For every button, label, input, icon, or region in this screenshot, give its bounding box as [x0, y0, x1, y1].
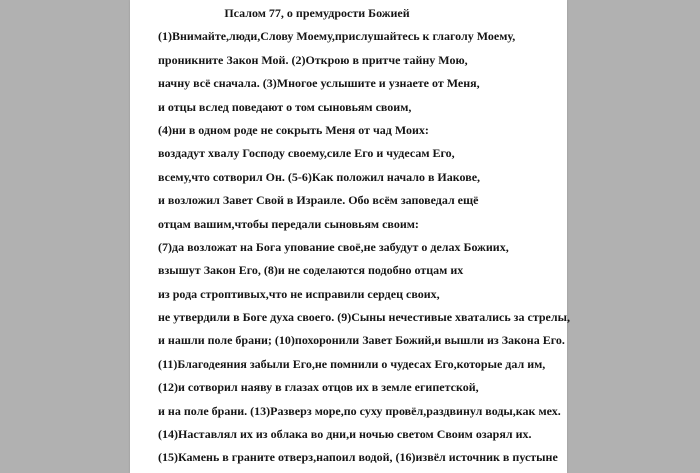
text-line: воздадут хвалу Господу своему,силе Его и чудесам Его,	[158, 146, 455, 161]
text-line: из рода строптивых,что не исправили сердец своих,	[158, 286, 440, 301]
text-line: (15)Камень в граните отверз,напоил водой, (16)извёл источник в пустыне	[158, 450, 558, 465]
text-line: не утвердили в Боге духа своего. (9)Сыны нечестивые хватались за стрелы,	[158, 310, 570, 325]
text-line: всему,что сотворил Он. (5-6)Как положил начало в Иакове,	[158, 169, 481, 184]
text-line: (11)Благодеяния забыли Его,не помнили о чудесах Его,которые дал им,	[158, 356, 546, 371]
text-line: взышут Закон Его, (8)и не соделаются подобно отцам их	[158, 263, 464, 278]
text-line: и возложил Завет Свой в Израиле. Обо всём заповедал ещё	[158, 193, 479, 208]
text-line: и нашли поле брани; (10)похоронили Завет Божий,и вышли из Закона Его.	[158, 333, 565, 348]
text-line: и на поле брани. (13)Разверз море,по суху провёл,раздвинул воды,как мех.	[158, 403, 561, 418]
text-line: (12)и сотворил наяву в глазах отцов их в земле египетской,	[158, 380, 479, 395]
text-line: (7)да возложат на Бога упование своё,не забудут о делах Божиих,	[158, 239, 509, 254]
text-line: проникните Закон Мой. (2)Открою в притче тайну Мою,	[158, 52, 468, 67]
text-line: (4)ни в одном роде не сокрыть Меня от чад Моих:	[158, 122, 429, 137]
document-page	[130, 0, 570, 473]
text-line: и отцы вслед поведают о том сыновьям своим,	[158, 99, 412, 114]
text-line: отцам вашим,чтобы передали сыновьям своим:	[158, 216, 419, 231]
text-line: (14)Наставлял их из облака во дни,и ночью светом Своим озарял их.	[158, 427, 532, 442]
document-title: Псалом 77, о премудрости Божией	[224, 6, 410, 20]
document-text-block	[130, 25, 570, 469]
text-line: начну всё сначала. (3)Многое услышите и узнаете от Меня,	[158, 76, 480, 91]
text-line: (1)Внимайте,люди,Слову Моему,прислушайтесь к глаголу Моему,	[158, 29, 516, 44]
